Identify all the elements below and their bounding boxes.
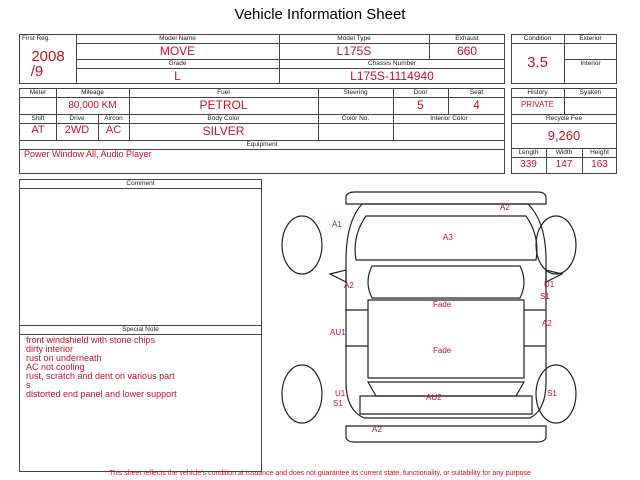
color-no-label: Color No. <box>341 115 370 122</box>
height-label: Height <box>590 149 609 156</box>
special-note-item: front windshield with stone chips <box>26 335 156 345</box>
length-value: 339 <box>520 159 537 170</box>
model-type-label: Model Type <box>337 35 371 42</box>
damage-right-front-fender-s: S1 <box>540 292 550 301</box>
length-label: Length <box>518 149 539 156</box>
mileage-label: Mileage <box>81 89 104 96</box>
special-note-item: rust, scratch and dent on various part <box>26 371 175 381</box>
body-color-label: Body Color <box>207 115 240 122</box>
damage-front-left-fender: A1 <box>332 220 342 229</box>
condition-value: 3.5 <box>527 54 548 71</box>
steering-label: Steering <box>343 89 368 96</box>
interior-label: Interior <box>580 60 601 67</box>
first-reg-month: /9 <box>30 63 44 80</box>
shift-label: Shift <box>31 115 45 122</box>
rear-window-outline <box>368 382 524 396</box>
model-name-value: MOVE <box>159 44 196 58</box>
door-value: 5 <box>417 98 424 112</box>
grade-label: Grade <box>168 60 187 67</box>
syaken-label: Syaken <box>579 89 602 96</box>
cabin-outline <box>368 266 524 298</box>
door-label: Door <box>413 89 428 96</box>
grade-value: L <box>174 69 181 83</box>
damage-left-rear-u: U1 <box>335 389 346 398</box>
front-right-wheel <box>536 216 576 274</box>
meter-label: Meter <box>29 89 47 96</box>
exhaust-label: Exhaust <box>455 35 479 42</box>
damage-left-rear-door: AU1 <box>330 328 346 337</box>
special-note-item: AC not cooling <box>26 362 85 372</box>
rear-left-wheel <box>282 365 322 423</box>
width-value: 147 <box>555 159 573 170</box>
model-name-label: Model Name <box>159 35 196 42</box>
damage-right-front-fender-u: U1 <box>544 280 555 289</box>
height-value: 163 <box>591 159 608 170</box>
special-note-item: rust on underneath <box>26 353 102 363</box>
disclaimer-footer: This sheet reflects the vehicle's condition at issuance and does not guarantee its current state, functionality, or suitability for any purpose <box>109 470 531 477</box>
damage-left-rear-s: S1 <box>333 399 343 408</box>
damage-front-bumper: A2 <box>500 203 510 212</box>
special-note-item: distorted end panel and lower support <box>26 389 177 399</box>
front-left-wheel <box>282 216 322 274</box>
special-note-item: dirty interior <box>26 344 74 354</box>
comment-label: Comment <box>126 180 155 187</box>
recycle-fee-value: 9,260 <box>547 128 581 143</box>
first-reg-label: First Reg. <box>22 35 51 42</box>
chassis-number-label: Chassis Number <box>367 60 417 67</box>
drive-value: 2WD <box>64 124 90 136</box>
shift-value: AT <box>31 124 45 136</box>
first-reg-year: 2008 <box>31 48 65 65</box>
history-label: History <box>527 89 548 96</box>
history-value: PRIVATE <box>520 100 555 109</box>
fuel-label: Fuel <box>217 89 230 96</box>
damage-left-front-door: A2 <box>344 281 354 290</box>
aircon-label: Aircon <box>104 115 123 122</box>
fuel-value: PETROL <box>199 98 248 112</box>
aircon-value: AC <box>105 124 122 136</box>
damage-right-rear: S1 <box>547 389 557 398</box>
back-door-outline <box>360 396 532 414</box>
equipment-label: Equipment <box>246 141 278 148</box>
special-note-list <box>26 336 260 399</box>
exterior-label: Exterior <box>579 35 602 42</box>
damage-roof-front: Fade <box>433 300 452 309</box>
exhaust-value: 660 <box>456 44 478 58</box>
special-note-label: Special Note <box>122 326 159 333</box>
special-note-item: s <box>26 380 31 390</box>
damage-roof-rear: Fade <box>433 346 452 355</box>
front-bumper-outline <box>346 192 546 204</box>
mileage-value: 80,000 KM <box>68 100 117 111</box>
page-title: Vehicle Information Sheet <box>234 6 406 23</box>
interior-color-label: Interior Color <box>430 115 468 122</box>
damage-back-door: AU2 <box>426 393 442 402</box>
width-label: Width <box>555 149 573 156</box>
seat-value: 4 <box>473 98 480 112</box>
drive-label: Drive <box>69 115 85 122</box>
equipment-value: Power Window All, Audio Player <box>24 149 152 159</box>
model-type-value: L175S <box>336 44 372 58</box>
seat-label: Seat <box>469 89 484 96</box>
body-color-value: SILVER <box>202 124 245 138</box>
damage-hood: A3 <box>443 233 453 242</box>
damage-right-front-door: A2 <box>542 319 552 328</box>
car-damage-diagram <box>270 182 625 472</box>
damage-rear-bumper: A2 <box>372 425 382 434</box>
chassis-number-value: L175S-1114940 <box>350 69 434 83</box>
condition-label: Condition <box>523 35 552 42</box>
recycle-fee-label: Recycle Fee <box>545 115 583 122</box>
